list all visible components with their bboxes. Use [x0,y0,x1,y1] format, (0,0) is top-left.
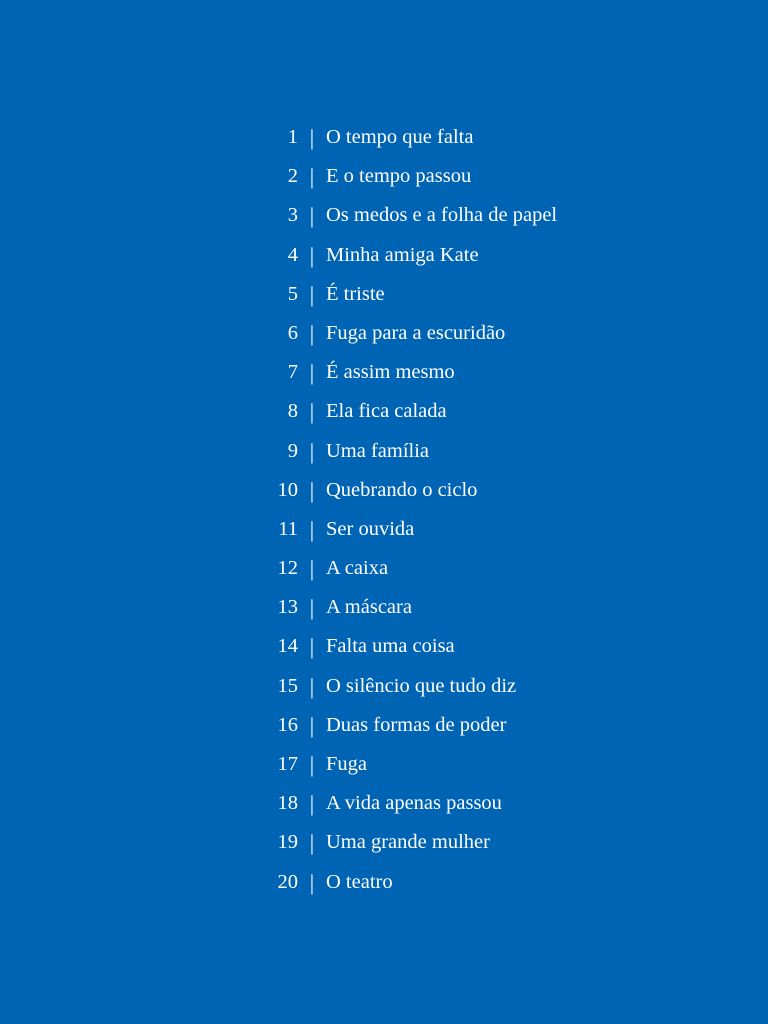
chapter-number: 18 [277,792,298,815]
chapter-title: Duas formas de poder [326,713,507,736]
separator: | [309,516,315,542]
chapter-number: 8 [287,400,298,423]
chapter-number: 7 [287,361,298,384]
separator: | [309,556,315,582]
chapter-number: 3 [287,204,298,227]
chapter-title: A máscara [326,596,412,619]
chapter-title: O teatro [326,870,393,893]
separator: | [309,399,315,425]
toc-entry-20 [0,863,768,902]
separator: | [309,830,315,856]
toc-entry-19 [0,823,768,862]
chapter-title: Minha amiga Kate [326,243,479,266]
toc-entry-9 [0,432,768,471]
chapter-title: Quebrando o ciclo [326,478,478,501]
chapter-number: 11 [278,517,298,540]
separator: | [309,752,315,777]
separator: | [309,438,315,464]
toc-entry-1 [0,118,768,157]
chapter-title: Ser ouvida [326,517,415,540]
chapter-number: 15 [277,674,298,697]
toc-entry-16 [0,706,768,745]
chapter-number: 12 [277,557,298,580]
chapter-title: Os medos e a folha de papel [326,204,558,227]
separator: | [309,242,315,268]
chapter-number: 13 [277,596,298,619]
chapter-number: 16 [277,713,298,736]
chapter-number: 20 [277,870,298,893]
toc-entry-8 [0,392,768,431]
toc-entry-5 [0,275,768,314]
chapter-number: 1 [287,126,298,148]
chapter-title: O silêncio que tudo diz [326,674,517,697]
chapter-title: Uma família [326,439,430,462]
separator: | [309,595,315,621]
separator: | [309,791,315,817]
chapter-title: É triste [326,282,385,305]
separator: | [309,634,315,660]
chapter-number: 9 [287,439,298,462]
chapter-title: O tempo que falta [326,126,474,148]
chapter-number: 14 [277,635,298,658]
separator: | [309,712,315,738]
toc-entry-14 [0,627,768,666]
toc-entry-6 [0,314,768,353]
toc-entry-17 [0,745,768,784]
toc-entry-13 [0,588,768,627]
chapter-number: 17 [277,753,298,775]
separator: | [309,477,315,503]
chapter-number: 19 [277,831,298,854]
chapter-title: Ela fica calada [326,400,447,423]
chapter-title: Fuga para a escuridão [326,321,506,344]
toc-entry-18 [0,784,768,823]
toc-entry-4 [0,236,768,275]
chapter-number: 5 [287,282,298,305]
separator: | [309,320,315,346]
toc-entry-11 [0,510,768,549]
chapter-title: Uma grande mulher [326,831,490,854]
separator: | [309,673,315,699]
separator: | [309,125,315,150]
chapter-title: Falta uma coisa [326,635,455,658]
separator: | [309,203,315,229]
toc-entry-3 [0,196,768,235]
chapter-title: É assim mesmo [326,361,455,384]
toc-entry-2 [0,157,768,196]
toc-entry-10 [0,471,768,510]
chapter-number: 10 [277,478,298,501]
toc-entry-7 [0,353,768,392]
toc-entry-12 [0,549,768,588]
chapter-title: A caixa [326,557,389,580]
chapter-number: 6 [287,321,298,344]
chapter-number: 2 [287,165,298,188]
chapter-number: 4 [287,243,298,266]
separator: | [309,869,315,895]
separator: | [309,360,315,386]
chapter-title: E o tempo passou [326,165,472,188]
chapter-title: Fuga [326,753,367,775]
separator: | [309,281,315,307]
table-of-contents [0,118,768,902]
toc-entry-15 [0,667,768,706]
chapter-title: A vida apenas passou [326,792,502,815]
separator: | [309,164,315,190]
